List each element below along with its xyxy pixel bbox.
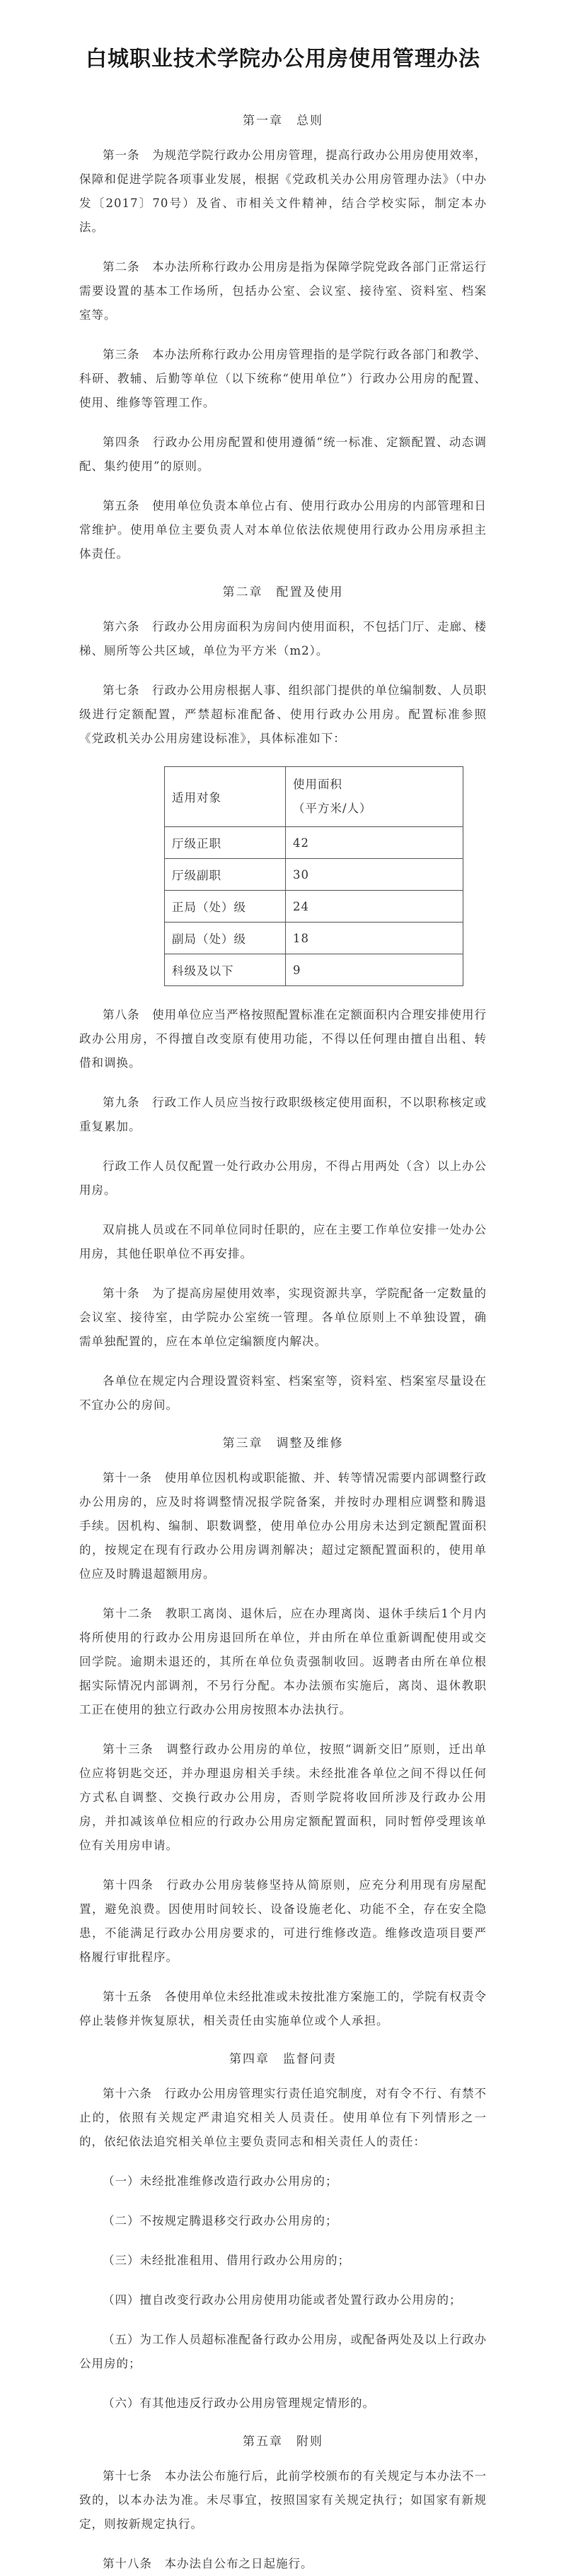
- chapter-heading-5: 第五章 附则: [243, 2435, 323, 2449]
- article-5: 第五条 使用单位负责本单位占有、使用行政办公用房的内部管理和日常维护。使用单位主要负责人对本单位依法依规使用行政办公用房承担主体责任。: [79, 499, 487, 561]
- list-item: （二）不按规定腾退移交行政办公用房的；: [103, 2214, 338, 2227]
- table-header-row: [165, 767, 463, 827]
- list-item: （四）擅自改变行政办公用房使用功能或者处置行政办公用房的；: [103, 2293, 462, 2307]
- article-2: 第二条 本办法所称行政办公用房是指为保障学院党政各部门正常运行需要设置的基本工作场所，包括办公室、会议室、接待室、资料室、档案室等。: [79, 260, 487, 322]
- chapter-heading-3: 第三章 调整及维修: [222, 1436, 344, 1451]
- table-cell-area: 30: [286, 859, 463, 891]
- article-9-para-3: 双肩挑人员或在不同单位同时任职的，应在主要工作单位安排一处办公用房，其他任职单位不再安排。: [79, 1223, 487, 1260]
- table-header-area: [286, 767, 463, 827]
- table-header-area-label: 使用面积: [293, 778, 342, 791]
- article-4: 第四条 行政办公用房配置和使用遵循“统一标准、定额配置、动态调配、集约使用”的原则。: [79, 435, 487, 473]
- article-11: 第十一条 使用单位因机构或职能撤、并、转等情况需要内部调整行政办公用房的，应及时将调整情况报学院备案，并按时办理相应调整和腾退手续。因机构、编制、职数调整，使用单位办公用房未达到定额配置面积的，按规定在现有行政办公用房调剂解决；超过定额配置面积的，使用单位应及时腾退超额用房。: [79, 1471, 487, 1581]
- table-cell-object: 厅级正职: [165, 827, 286, 859]
- table-row: [165, 923, 463, 954]
- article-9: 第九条 行政工作人员应当按行政职级核定使用面积，不以职称核定或重复累加。: [79, 1096, 487, 1133]
- article-10: 第十条 为了提高房屋使用效率，实现资源共享，学院配备一定数量的会议室、接待室，由学院办公室统一管理。各单位原则上不单独设置，确需单独配置的，应在本单位定编额度内解决。: [79, 1287, 487, 1348]
- article-3: 第三条 本办法所称行政办公用房管理指的是学院行政各部门和教学、科研、教辅、后勤等单位（以下统称“使用单位”）行政办公用房的配置、使用、维修等管理工作。: [79, 348, 487, 409]
- table-cell-object: 副局（处）级: [165, 923, 286, 954]
- table-cell-area: 24: [286, 891, 463, 923]
- list-item: （一）未经批准维修改造行政办公用房的；: [103, 2174, 338, 2188]
- table-cell-area: 42: [286, 827, 463, 859]
- article-10-para-2: 各单位在规定内合理设置资料室、档案室等，资料室、档案室尽量设在不宜办公的房间。: [79, 1374, 487, 1412]
- article-15: 第十五条 各使用单位未经批准或未按批准方案施工的，学院有权责令停止装修并恢复原状，相关责任由实施单位或个人承担。: [79, 1990, 487, 2027]
- article-8: 第八条 使用单位应当严格按照配置标准在定额面积内合理安排使用行政办公用房，不得擅自改变原有使用功能，不得以任何理由擅自出租、转借和调换。: [79, 1008, 487, 1070]
- table-cell-object: 科级及以下: [165, 954, 286, 986]
- list-item: （六）有其他违反行政办公用房管理规定情形的。: [103, 2396, 375, 2410]
- table-row: [165, 827, 463, 859]
- table-header-object-label: 适用对象: [172, 791, 221, 804]
- table-row: [165, 859, 463, 891]
- article-17: 第十七条 本办法公布施行后，此前学校颁布的有关规定与本办法不一致的，以本办法为准。未尽事宜，按照国家有关规定执行；如国家有新规定，则按新规定执行。: [79, 2469, 487, 2531]
- table-header-area-unit: （平方米/人）: [293, 802, 372, 815]
- document-title: 白城职业技术学院办公用房使用管理办法: [86, 47, 480, 71]
- list-item: （三）未经批准租用、借用行政办公用房的；: [103, 2254, 350, 2267]
- article-7: 第七条 行政办公用房根据人事、组织部门提供的单位编制数、人员职级进行定额配置，严禁超标准配备、使用行政办公用房。配置标准参照《党政机关办公用房建设标准》，具体标准如下：: [79, 684, 487, 745]
- table-cell-object: 厅级副职: [165, 859, 286, 891]
- table-cell-area: 9: [286, 954, 463, 986]
- article-6: 第六条 行政办公用房面积为房间内使用面积，不包括门厅、走廊、楼梯、厕所等公共区域，单位为平方米（m2）。: [79, 620, 487, 657]
- article-1: 第一条 为规范学院行政办公用房管理，提高行政办公用房使用效率，保障和促进学院各项事业发展，根据《党政机关办公用房管理办法》（中办发〔2017〕70号）及省、市相关文件精神，结合学校实际，制定本办法。: [79, 148, 487, 234]
- chapter-heading-2: 第二章 配置及使用: [222, 585, 344, 599]
- article-14: 第十四条 行政办公用房装修坚持从简原则，应充分利用现有房屋配置，避免浪费。因使用时间较长、设备设施老化、功能不全，存在安全隐患，不能满足行政办公用房要求的，可进行维修改造。维修改造项目要严格履行审批程序。: [79, 1878, 487, 1964]
- table-row: [165, 891, 463, 923]
- chapter-heading-1: 第一章 总则: [243, 114, 323, 128]
- list-item: （五）为工作人员超标准配备行政办公用房，或配备两处及以上行政办公用房的；: [79, 2333, 487, 2370]
- article-13: 第十三条 调整行政办公用房的单位，按照“调新交旧”原则，迁出单位应将钥匙交还，并办理退房相关手续。未经批准各单位之间不得以任何方式私自调整、交换行政办公用房，否则学院将收回所涉及行政办公用房，并扣减该单位相应的行政办公用房定额配置面积，同时暂停受理该单位有关用房申请。: [79, 1743, 487, 1852]
- article-12: 第十二条 教职工离岗、退休后，应在办理离岗、退休手续后1个月内将所使用的行政办公用房退回所在单位，并由所在单位重新调配使用或交回学院。逾期未退还的，其所在单位负责强制收回。返聘者由所在单位根据实际情况内部调剂，不另行分配。本办法颁布实施后，离岗、退休教职工正在使用的独立行政办公用房按照本办法执行。: [79, 1607, 487, 1716]
- table-row: [165, 954, 463, 986]
- article-9-para-2: 行政工作人员仅配置一处行政办公用房，不得占用两处（含）以上办公用房。: [79, 1159, 487, 1197]
- table-cell-object: 正局（处）级: [165, 891, 286, 923]
- article-18: 第十八条 本办法自公布之日起施行。: [103, 2557, 313, 2570]
- chapter-heading-4: 第四章 监督问责: [229, 2052, 337, 2066]
- office-area-standard-table: [164, 766, 463, 986]
- table-cell-area: 18: [286, 923, 463, 954]
- table-header-object: [165, 767, 286, 827]
- article-16: 第十六条 行政办公用房管理实行责任追究制度，对有令不行、有禁不止的，依照有关规定严肃追究相关人员责任。使用单位有下列情形之一的，依纪依法追究相关单位主要负责同志和相关责任人的责任：: [79, 2087, 487, 2148]
